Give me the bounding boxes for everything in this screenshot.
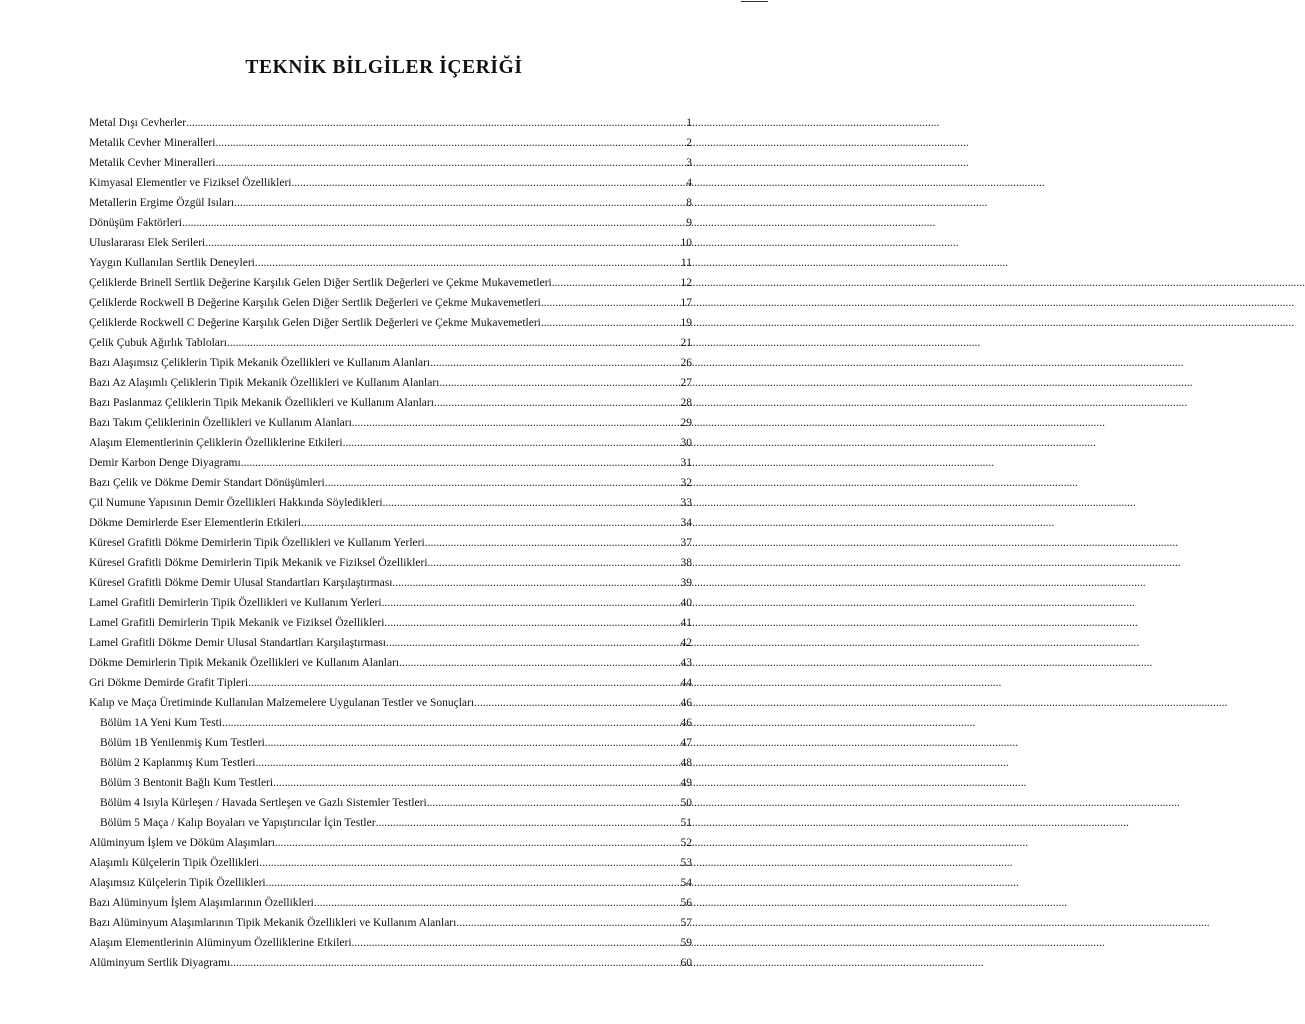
toc-dot-leader xyxy=(376,813,681,833)
toc-dot-leader xyxy=(352,413,681,433)
toc-page-number: 50 xyxy=(680,797,692,809)
toc-dot-leader xyxy=(215,153,686,173)
toc-page-number: 32 xyxy=(680,477,692,489)
toc-dot-leader xyxy=(425,533,681,553)
toc-entry-title: Bazı Takım Çeliklerinin Özellikleri ve Kullanım Alanları xyxy=(89,417,352,429)
toc-entry[interactable] xyxy=(89,633,692,653)
toc-page-number: 1 xyxy=(686,117,692,129)
toc-entry-title: Bazı Alüminyum İşlem Alaşımlarının Özellikleri xyxy=(89,897,314,909)
toc-dot-leader xyxy=(314,893,681,913)
toc-entry-title: Alaşım Elementlerinin Alüminyum Özelliklerine Etkileri xyxy=(89,937,352,949)
toc-page-number: 33 xyxy=(680,497,692,509)
toc-entry-title: Dökme Demirlerde Eser Elementlerin Etkileri xyxy=(89,517,302,529)
toc-subentry[interactable] xyxy=(89,753,692,773)
toc-entry-title: Alüminyum Sertlik Diyagramı xyxy=(89,957,231,969)
toc-page-number: 31 xyxy=(680,457,692,469)
toc-dot-leader xyxy=(456,913,680,933)
toc-subentry[interactable] xyxy=(89,813,692,833)
toc-page-number: 48 xyxy=(680,757,692,769)
toc-dot-leader xyxy=(259,853,680,873)
toc-entry-title: Bölüm 1A Yeni Kum Testi xyxy=(100,717,222,729)
toc-entry-title: Gri Dökme Demirde Grafit Tipleri xyxy=(89,677,249,689)
toc-dot-leader xyxy=(255,253,681,273)
toc-entry[interactable] xyxy=(89,413,692,433)
toc-entry[interactable] xyxy=(89,833,692,853)
toc-page-number: 17 xyxy=(680,297,692,309)
toc-entry-title: Lamel Grafitli Dökme Demir Ulusal Standartları Karşılaştırması xyxy=(89,637,387,649)
toc-entry-title: Çeliklerde Rockwell C Değerine Karşılık Gelen Diğer Sertlik Değerleri ve Çekme Mukavemetleri xyxy=(89,317,541,329)
toc-entry[interactable] xyxy=(89,593,692,613)
toc-dot-leader xyxy=(234,193,686,213)
toc-entry-title: Küresel Grafitli Dökme Demirlerin Tipik Özellikleri ve Kullanım Yerleri xyxy=(89,537,425,549)
toc-entry-title: Demir Karbon Denge Diyagramı xyxy=(89,457,241,469)
toc-subentry[interactable] xyxy=(89,793,692,813)
toc-entry-title: Bazı Çelik ve Dökme Demir Standart Dönüşümleri xyxy=(89,477,325,489)
toc-page-number: 49 xyxy=(680,777,692,789)
toc-dot-leader xyxy=(428,553,681,573)
toc-page-number: 19 xyxy=(680,317,692,329)
toc-page-number: 29 xyxy=(680,417,692,429)
toc-entry-title: Dökme Demirlerin Tipik Mekanik Özellikleri ve Kullanım Alanları xyxy=(89,657,400,669)
toc-dot-leader xyxy=(275,833,681,853)
toc-entry-title: Metalik Cevher Mineralleri xyxy=(89,157,216,169)
toc-entry-title: Bölüm 1B Yenilenmiş Kum Testleri xyxy=(100,737,265,749)
toc-page-number: 27 xyxy=(680,377,692,389)
toc-dot-leader xyxy=(325,473,681,493)
toc-entry[interactable] xyxy=(89,913,692,933)
toc-entry[interactable] xyxy=(89,693,692,713)
toc-entry-title: Alaşımlı Külçelerin Tipik Özellikleri xyxy=(89,857,260,869)
toc-entry[interactable] xyxy=(89,953,692,973)
toc-entry[interactable] xyxy=(89,533,692,553)
toc-page-number: 30 xyxy=(680,437,692,449)
toc-entry-title: Bazı Alaşımsız Çeliklerin Tipik Mekanik Özellikleri ve Kullanım Alanları xyxy=(89,357,431,369)
toc-dot-leader xyxy=(230,953,680,973)
toc-entry[interactable] xyxy=(89,473,692,493)
toc-entry[interactable] xyxy=(89,153,692,173)
toc-entry-title: Küresel Grafitli Dökme Demir Ulusal Standartları Karşılaştırması xyxy=(89,577,393,589)
toc-page-number: 8 xyxy=(686,197,692,209)
toc-page-number: 37 xyxy=(680,537,692,549)
toc-dot-leader xyxy=(222,713,681,733)
toc-dot-leader xyxy=(215,133,686,153)
toc-dot-leader xyxy=(265,733,681,753)
toc-page-number: 46 xyxy=(680,697,692,709)
toc-page-number: 54 xyxy=(680,877,692,889)
toc-dot-leader xyxy=(399,653,680,673)
toc-subentry[interactable] xyxy=(89,773,692,793)
toc-entry-title: Metallerin Ergime Özgül Isıları xyxy=(89,197,235,209)
toc-dot-leader xyxy=(382,593,681,613)
toc-entry-title: Uluslararası Elek Serileri xyxy=(89,237,206,249)
toc-page-number: 39 xyxy=(680,577,692,589)
toc-page-number: 47 xyxy=(680,737,692,749)
toc-entry[interactable] xyxy=(89,133,692,153)
toc-page-number: 4 xyxy=(686,177,692,189)
toc-page-number: 12 xyxy=(680,277,692,289)
toc-dot-leader xyxy=(186,113,686,133)
toc-entry-title: Lamel Grafitli Demirlerin Tipik Özellikleri ve Kullanım Yerleri xyxy=(89,597,382,609)
toc-dot-leader xyxy=(386,633,680,653)
toc-dot-leader xyxy=(552,273,681,293)
toc-page-number: 59 xyxy=(680,937,692,949)
toc-entry[interactable] xyxy=(89,933,692,953)
toc-entry-title: Bölüm 4 Isıyla Kürleşen / Havada Sertleşen ve Gazlı Sistemler Testleri xyxy=(100,797,427,809)
toc-dot-leader xyxy=(392,573,680,593)
toc-entry[interactable] xyxy=(89,493,692,513)
toc-dot-leader xyxy=(439,373,680,393)
toc-entry-title: Alaşım Elementlerinin Çeliklerin Özelliklerine Etkileri xyxy=(89,437,343,449)
toc-entry[interactable] xyxy=(89,273,692,293)
toc-page-number: 3 xyxy=(686,157,692,169)
toc-entry-title: Bazı Paslanmaz Çeliklerin Tipik Mekanik Özellikleri ve Kullanım Alanları xyxy=(89,397,434,409)
toc-dot-leader xyxy=(182,213,686,233)
toc-entry[interactable] xyxy=(89,233,692,253)
toc-page-number: 40 xyxy=(680,597,692,609)
toc-entry-title: Küresel Grafitli Dökme Demirlerin Tipik Mekanik ve Fiziksel Özellikleri xyxy=(89,557,428,569)
toc-entry[interactable] xyxy=(89,193,692,213)
toc-page-number: 60 xyxy=(680,957,692,969)
toc-entry[interactable] xyxy=(89,893,692,913)
toc-dot-leader xyxy=(383,493,681,513)
toc-entry-title: Bölüm 3 Bentonit Bağlı Kum Testleri xyxy=(100,777,274,789)
toc-entry-title: Metalik Cevher Mineralleri xyxy=(89,137,216,149)
toc-entry[interactable] xyxy=(89,553,692,573)
toc-dot-leader xyxy=(541,293,681,313)
toc-page-number: 34 xyxy=(680,517,692,529)
toc-page-number: 53 xyxy=(680,857,692,869)
toc-page-number: 46 xyxy=(680,717,692,729)
toc-page-number: 51 xyxy=(680,817,692,829)
toc-dot-leader xyxy=(256,753,681,773)
toc-entry[interactable] xyxy=(89,433,692,453)
toc-entry[interactable] xyxy=(89,313,692,333)
toc-dot-leader xyxy=(266,873,681,893)
toc-entry-title: Kimyasal Elementler ve Fiziksel Özellikleri xyxy=(89,177,292,189)
toc-entry[interactable] xyxy=(89,333,692,353)
toc-entry[interactable] xyxy=(89,213,692,233)
toc-page-number: 2 xyxy=(686,137,692,149)
toc-entry[interactable] xyxy=(89,293,692,313)
toc-page-number: 9 xyxy=(686,217,692,229)
toc-page-number: 41 xyxy=(680,617,692,629)
toc-entry-title: Çeliklerde Brinell Sertlik Değerine Karşılık Gelen Diğer Sertlik Değerleri ve Çekme Mukavemetleri xyxy=(89,277,552,289)
toc-entry-title: Bölüm 5 Maça / Kalıp Boyaları ve Yapıştırıcılar İçin Testler xyxy=(100,817,376,829)
toc-page-number: 10 xyxy=(680,237,692,249)
toc-entry[interactable] xyxy=(89,393,692,413)
page-title: TEKNİK BİLGİLER İÇERİĞİ xyxy=(245,57,523,78)
toc-page-number: 56 xyxy=(680,897,692,909)
toc-dot-leader xyxy=(541,313,681,333)
toc-entry-title: Bazı Alüminyum Alaşımlarının Tipik Mekanik Özellikleri ve Kullanım Alanları xyxy=(89,917,457,929)
toc-entry[interactable] xyxy=(89,613,692,633)
toc-entry[interactable] xyxy=(89,673,692,693)
toc-dot-leader xyxy=(301,513,680,533)
toc-dot-leader xyxy=(343,433,681,453)
toc-dot-leader xyxy=(427,793,681,813)
toc-dot-leader xyxy=(248,673,680,693)
toc-subentry[interactable] xyxy=(89,713,692,733)
toc-entry[interactable] xyxy=(89,353,692,373)
toc-dot-leader xyxy=(273,773,680,793)
toc-entry[interactable] xyxy=(89,113,692,133)
toc-dot-leader xyxy=(434,393,681,413)
table-of-contents xyxy=(89,113,692,973)
toc-page-number: 26 xyxy=(680,357,692,369)
toc-dot-leader xyxy=(241,453,681,473)
toc-page-number: 28 xyxy=(680,397,692,409)
toc-entry-title: Bazı Az Alaşımlı Çeliklerin Tipik Mekanik Özellikleri ve Kullanım Alanları xyxy=(89,377,440,389)
toc-entry-title: Metal Dışı Cevherler xyxy=(89,117,187,129)
toc-dot-leader xyxy=(384,613,680,633)
page-corner-rule xyxy=(741,1,768,2)
toc-page-number: 38 xyxy=(680,557,692,569)
toc-entry-title: Bölüm 2 Kaplanmış Kum Testleri xyxy=(100,757,256,769)
toc-entry-title: Dönüşüm Faktörleri xyxy=(89,217,182,229)
toc-page-number: 43 xyxy=(680,657,692,669)
toc-entry[interactable] xyxy=(89,853,692,873)
toc-entry[interactable] xyxy=(89,453,692,473)
toc-entry-title: Alüminyum İşlem ve Döküm Alaşımları xyxy=(89,837,275,849)
toc-subentry[interactable] xyxy=(89,733,692,753)
toc-dot-leader xyxy=(227,333,681,353)
toc-page-number: 52 xyxy=(680,837,692,849)
toc-entry-title: Çeliklerde Rockwell B Değerine Karşılık Gelen Diğer Sertlik Değerleri ve Çekme Mukavemetleri xyxy=(89,297,541,309)
toc-entry-title: Alaşımsız Külçelerin Tipik Özellikleri xyxy=(89,877,266,889)
toc-entry[interactable] xyxy=(89,253,692,273)
toc-entry-title: Çil Numune Yapısının Demir Özellikleri Hakkında Söyledikleri xyxy=(89,497,383,509)
toc-page-number: 42 xyxy=(680,637,692,649)
toc-entry-title: Yaygın Kullanılan Sertlik Deneyleri xyxy=(89,257,255,269)
toc-page-number: 21 xyxy=(680,337,692,349)
toc-entry[interactable] xyxy=(89,513,692,533)
toc-entry[interactable] xyxy=(89,173,692,193)
toc-dot-leader xyxy=(352,933,681,953)
toc-entry[interactable] xyxy=(89,653,692,673)
toc-dot-leader xyxy=(474,693,680,713)
toc-entry[interactable] xyxy=(89,873,692,893)
toc-page-number: 11 xyxy=(680,257,692,269)
toc-dot-leader xyxy=(205,233,680,253)
toc-entry[interactable] xyxy=(89,573,692,593)
toc-entry-title: Lamel Grafitli Demirlerin Tipik Mekanik ve Fiziksel Özellikleri xyxy=(89,617,385,629)
toc-entry-title: Kalıp ve Maça Üretiminde Kullanılan Malzemelere Uygulanan Testler ve Sonuçları xyxy=(89,697,475,709)
toc-entry-title: Çelik Çubuk Ağırlık Tabloları xyxy=(89,337,227,349)
toc-page-number: 44 xyxy=(680,677,692,689)
toc-dot-leader xyxy=(430,353,680,373)
toc-entry[interactable] xyxy=(89,373,692,393)
toc-dot-leader xyxy=(291,173,686,193)
toc-page-number: 57 xyxy=(680,917,692,929)
